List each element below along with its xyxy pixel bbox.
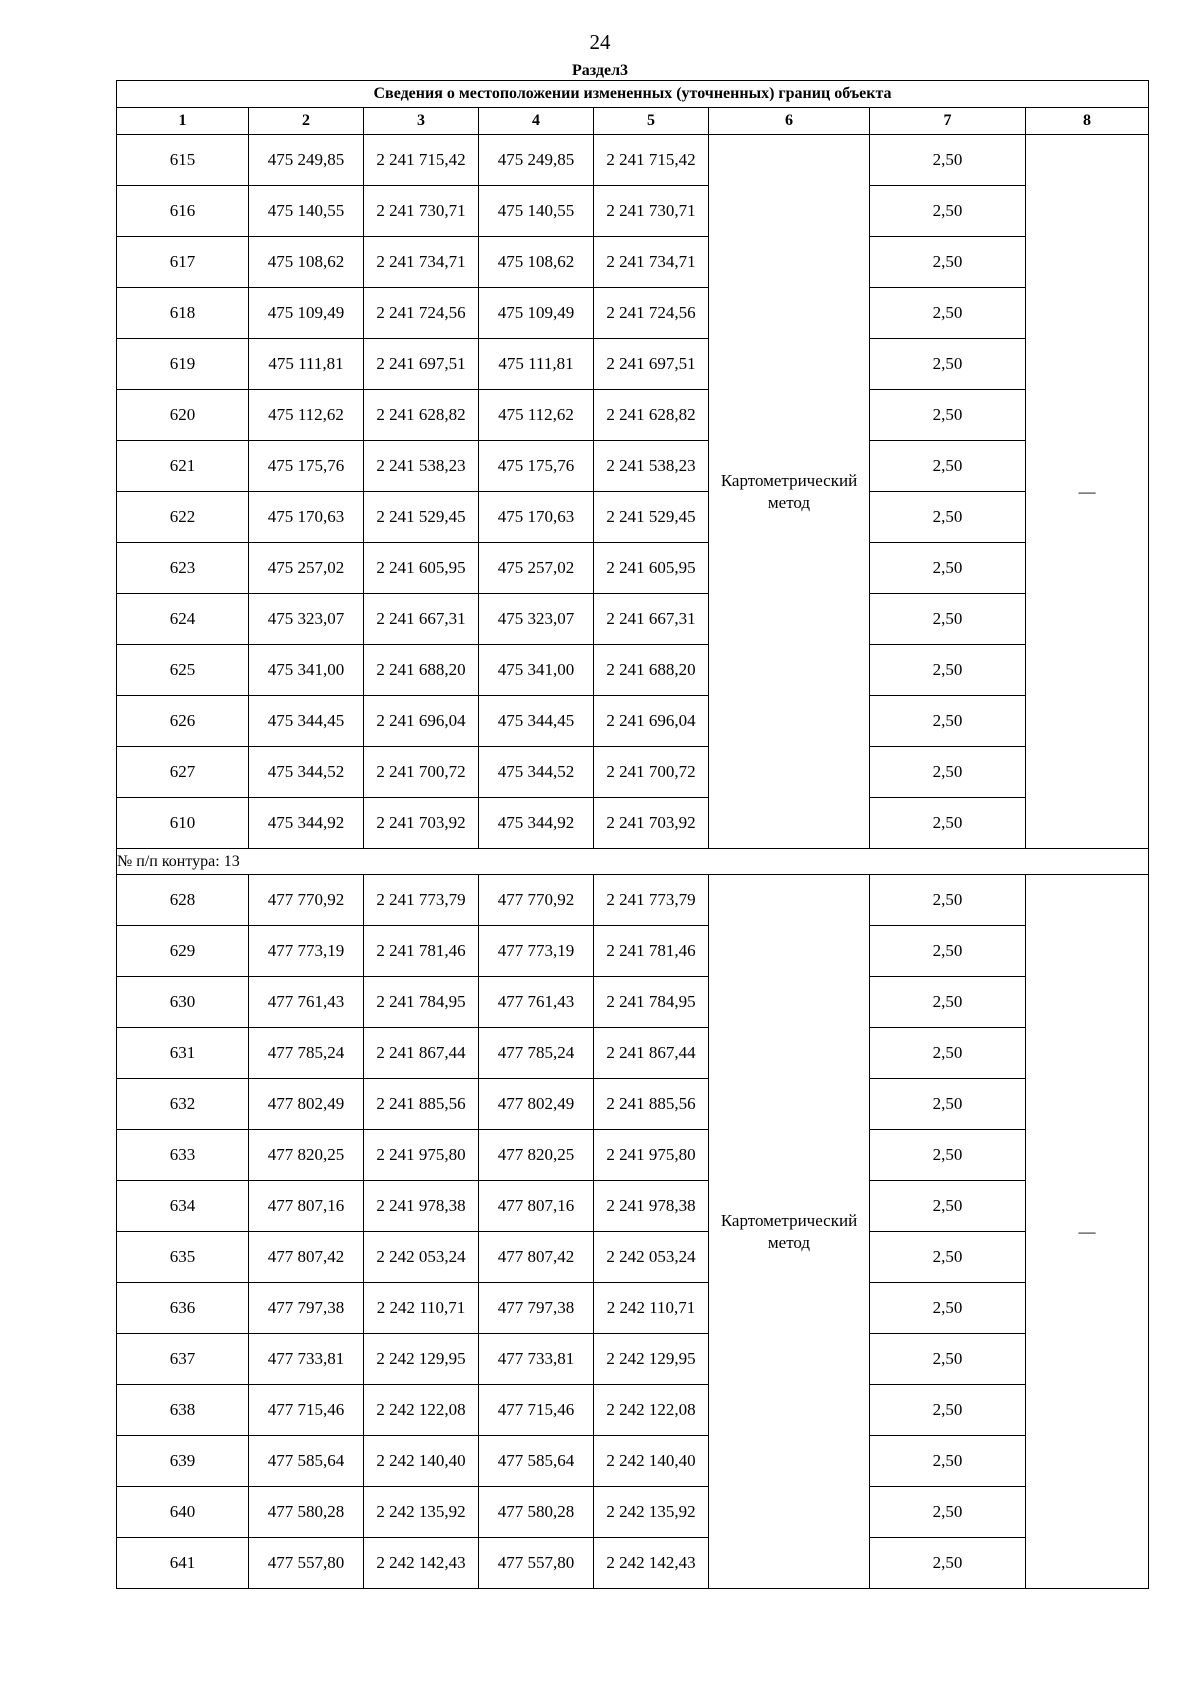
table-caption: Сведения о местоположении измененных (уточненных) границ объекта [117,81,1149,108]
accuracy-cell: 2,50 [870,1181,1026,1232]
coordinate-cell: 2 241 628,82 [594,390,709,441]
coordinate-cell: 2 241 724,56 [594,288,709,339]
coordinate-cell: 2 242 135,92 [364,1487,479,1538]
coordinate-cell: 475 170,63 [249,492,364,543]
coordinate-cell: 2 241 784,95 [594,977,709,1028]
table-row [117,594,1149,645]
coordinate-cell: 2 241 667,31 [594,594,709,645]
coordinate-cell: 477 585,64 [249,1436,364,1487]
accuracy-cell: 2,50 [870,492,1026,543]
table-row [117,1130,1149,1181]
point-number-cell: 623 [117,543,249,594]
coordinate-cell: 477 770,92 [479,875,594,926]
coordinate-cell: 477 802,49 [479,1079,594,1130]
accuracy-cell: 2,50 [870,1283,1026,1334]
coordinate-cell: 475 108,62 [479,237,594,288]
column-header: 1 [117,108,249,135]
coordinate-cell: 2 241 529,45 [364,492,479,543]
point-number-cell: 632 [117,1079,249,1130]
coordinate-cell: 477 715,46 [249,1385,364,1436]
coordinate-cell: 477 733,81 [249,1334,364,1385]
point-number-cell: 621 [117,441,249,492]
column-header: 5 [594,108,709,135]
accuracy-cell: 2,50 [870,1232,1026,1283]
coordinate-cell: 475 341,00 [479,645,594,696]
accuracy-cell: 2,50 [870,543,1026,594]
coordinate-cell: 2 242 142,43 [364,1538,479,1589]
accuracy-cell: 2,50 [870,1334,1026,1385]
column-8-cell: — [1026,135,1149,849]
coordinate-cell: 475 109,49 [479,288,594,339]
point-number-cell: 617 [117,237,249,288]
page-number: 24 [589,30,611,54]
coordinate-cell: 475 344,52 [249,747,364,798]
coordinate-cell: 2 242 129,95 [364,1334,479,1385]
accuracy-cell: 2,50 [870,1385,1026,1436]
coordinate-cell: 475 109,49 [249,288,364,339]
coordinate-cell: 475 257,02 [479,543,594,594]
table-row [117,798,1149,849]
coordinate-cell: 475 344,92 [479,798,594,849]
accuracy-cell: 2,50 [870,1079,1026,1130]
coordinate-cell: 475 341,00 [249,645,364,696]
accuracy-cell: 2,50 [870,1130,1026,1181]
coordinate-cell: 2 241 781,46 [364,926,479,977]
coordinate-cell: 2 241 715,42 [594,135,709,186]
coordinate-cell: 2 241 867,44 [594,1028,709,1079]
coordinate-cell: 477 557,80 [479,1538,594,1589]
point-number-cell: 634 [117,1181,249,1232]
accuracy-cell: 2,50 [870,1028,1026,1079]
coordinate-cell: 2 241 773,79 [594,875,709,926]
coordinate-cell: 2 241 784,95 [364,977,479,1028]
column-header: 2 [249,108,364,135]
point-number-cell: 625 [117,645,249,696]
coordinate-cell: 477 770,92 [249,875,364,926]
point-number-cell: 636 [117,1283,249,1334]
point-number-cell: 635 [117,1232,249,1283]
accuracy-cell: 2,50 [870,1538,1026,1589]
coordinate-cell: 2 241 885,56 [364,1079,479,1130]
coordinate-cell: 477 807,42 [249,1232,364,1283]
table-row [117,492,1149,543]
table-row [117,543,1149,594]
table-row [117,1487,1149,1538]
coordinate-cell: 2 242 122,08 [594,1385,709,1436]
coordinate-cell: 2 241 885,56 [594,1079,709,1130]
method-cell: Картометрический метод [709,135,870,849]
coordinate-cell: 2 241 773,79 [364,875,479,926]
coordinate-cell: 2 241 867,44 [364,1028,479,1079]
coordinate-cell: 475 112,62 [249,390,364,441]
coordinate-cell: 477 797,38 [479,1283,594,1334]
coordinate-cell: 477 797,38 [249,1283,364,1334]
table-row [117,1538,1149,1589]
coordinate-cell: 2 241 724,56 [364,288,479,339]
accuracy-cell: 2,50 [870,441,1026,492]
point-number-cell: 620 [117,390,249,441]
method-cell: Картометрический метод [709,875,870,1589]
coordinate-cell: 475 344,45 [249,696,364,747]
point-number-cell: 626 [117,696,249,747]
coordinate-cell: 2 241 975,80 [364,1130,479,1181]
point-number-cell: 641 [117,1538,249,1589]
coordinate-cell: 2 242 122,08 [364,1385,479,1436]
contour-label-row [117,849,1149,875]
table-row [117,1181,1149,1232]
coordinate-cell: 475 175,76 [249,441,364,492]
coordinate-cell: 475 111,81 [249,339,364,390]
column-header: 6 [709,108,870,135]
table-row [117,926,1149,977]
coordinate-cell: 477 807,42 [479,1232,594,1283]
coordinate-cell: 2 241 703,92 [594,798,709,849]
table-row [117,1028,1149,1079]
accuracy-cell: 2,50 [870,339,1026,390]
column-header: 7 [870,108,1026,135]
coordinate-cell: 2 241 734,71 [594,237,709,288]
section-title: Раздел3 [571,62,629,79]
table-row [117,747,1149,798]
accuracy-cell: 2,50 [870,288,1026,339]
table-row [117,339,1149,390]
coordinate-cell: 475 140,55 [479,186,594,237]
coordinate-cell: 2 241 730,71 [364,186,479,237]
coordinate-cell: 475 140,55 [249,186,364,237]
coordinate-cell: 475 323,07 [249,594,364,645]
coordinate-cell: 2 241 667,31 [364,594,479,645]
accuracy-cell: 2,50 [870,696,1026,747]
column-header: 3 [364,108,479,135]
coordinate-cell: 2 241 700,72 [594,747,709,798]
point-number-cell: 639 [117,1436,249,1487]
point-number-cell: 640 [117,1487,249,1538]
coordinate-cell: 2 242 142,43 [594,1538,709,1589]
table-row [117,186,1149,237]
coordinate-cell: 2 241 605,95 [594,543,709,594]
table-row [117,1385,1149,1436]
coordinate-cell: 477 733,81 [479,1334,594,1385]
coordinate-cell: 2 241 781,46 [594,926,709,977]
accuracy-cell: 2,50 [870,926,1026,977]
coordinate-cell: 475 111,81 [479,339,594,390]
point-number-cell: 619 [117,339,249,390]
coordinate-cell: 2 242 140,40 [364,1436,479,1487]
coordinate-cell: 475 175,76 [479,441,594,492]
coordinate-cell: 2 242 053,24 [364,1232,479,1283]
point-number-cell: 630 [117,977,249,1028]
coordinate-cell: 2 241 697,51 [594,339,709,390]
coordinate-cell: 475 108,62 [249,237,364,288]
table-row [117,1436,1149,1487]
coordinate-cell: 2 241 696,04 [364,696,479,747]
point-number-cell: 633 [117,1130,249,1181]
coordinate-cell: 2 241 975,80 [594,1130,709,1181]
table-row [117,1283,1149,1334]
column-header: 8 [1026,108,1149,135]
point-number-cell: 631 [117,1028,249,1079]
coordinate-cell: 477 773,19 [249,926,364,977]
coordinate-cell: 477 761,43 [249,977,364,1028]
table-row [117,696,1149,747]
coordinate-cell: 475 249,85 [479,135,594,186]
coordinate-cell: 477 785,24 [479,1028,594,1079]
coordinate-cell: 2 242 135,92 [594,1487,709,1538]
table-row [117,977,1149,1028]
coordinate-cell: 2 241 697,51 [364,339,479,390]
coordinate-cell: 475 257,02 [249,543,364,594]
coordinate-cell: 2 241 529,45 [594,492,709,543]
coordinate-cell: 2 241 605,95 [364,543,479,594]
point-number-cell: 637 [117,1334,249,1385]
accuracy-cell: 2,50 [870,875,1026,926]
coordinate-cell: 477 585,64 [479,1436,594,1487]
coordinate-cell: 477 557,80 [249,1538,364,1589]
coordinate-cell: 477 802,49 [249,1079,364,1130]
point-number-cell: 627 [117,747,249,798]
point-number-cell: 618 [117,288,249,339]
table-row [117,237,1149,288]
point-number-cell: 629 [117,926,249,977]
coordinate-cell: 2 241 538,23 [594,441,709,492]
coordinate-cell: 477 580,28 [479,1487,594,1538]
column-8-cell: — [1026,875,1149,1589]
accuracy-cell: 2,50 [870,1436,1026,1487]
coordinate-cell: 2 242 140,40 [594,1436,709,1487]
coordinate-cell: 477 761,43 [479,977,594,1028]
table-row [117,1232,1149,1283]
accuracy-cell: 2,50 [870,237,1026,288]
coordinate-cell: 2 241 628,82 [364,390,479,441]
table-row [117,645,1149,696]
table-row [117,390,1149,441]
column-header: 4 [479,108,594,135]
coordinate-cell: 477 807,16 [479,1181,594,1232]
coordinate-cell: 477 785,24 [249,1028,364,1079]
coordinate-cell: 475 170,63 [479,492,594,543]
accuracy-cell: 2,50 [870,186,1026,237]
coordinate-cell: 475 344,92 [249,798,364,849]
table-row [117,1079,1149,1130]
accuracy-cell: 2,50 [870,798,1026,849]
coordinate-cell: 2 241 688,20 [364,645,479,696]
coordinate-cell: 477 715,46 [479,1385,594,1436]
coordinate-cell: 2 241 734,71 [364,237,479,288]
coordinate-cell: 477 807,16 [249,1181,364,1232]
coordinate-cell: 2 241 703,92 [364,798,479,849]
coordinate-cell: 2 241 730,71 [594,186,709,237]
coordinate-cell: 2 241 978,38 [594,1181,709,1232]
coordinate-cell: 475 249,85 [249,135,364,186]
point-number-cell: 628 [117,875,249,926]
coordinate-cell: 2 242 110,71 [594,1283,709,1334]
coordinate-cell: 2 241 688,20 [594,645,709,696]
accuracy-cell: 2,50 [870,390,1026,441]
coordinate-cell: 475 344,45 [479,696,594,747]
point-number-cell: 624 [117,594,249,645]
accuracy-cell: 2,50 [870,135,1026,186]
point-number-cell: 616 [117,186,249,237]
coordinate-cell: 2 241 538,23 [364,441,479,492]
coordinate-cell: 2 241 978,38 [364,1181,479,1232]
table-body [117,135,1149,1589]
table-row [117,441,1149,492]
contour-label: № п/п контура: 13 [117,849,1149,875]
accuracy-cell: 2,50 [870,977,1026,1028]
accuracy-cell: 2,50 [870,645,1026,696]
accuracy-cell: 2,50 [870,1487,1026,1538]
coordinate-cell: 477 773,19 [479,926,594,977]
coordinate-cell: 477 820,25 [249,1130,364,1181]
coordinate-cell: 475 323,07 [479,594,594,645]
coordinate-cell: 2 241 696,04 [594,696,709,747]
coordinate-cell: 477 580,28 [249,1487,364,1538]
coordinate-cell: 2 242 129,95 [594,1334,709,1385]
table-row [117,1334,1149,1385]
coordinate-cell: 477 820,25 [479,1130,594,1181]
table-row [117,135,1149,186]
coordinate-cell: 475 112,62 [479,390,594,441]
point-number-cell: 622 [117,492,249,543]
point-number-cell: 615 [117,135,249,186]
coordinates-table [116,80,1149,1589]
coordinate-cell: 475 344,52 [479,747,594,798]
coordinate-cell: 2 241 700,72 [364,747,479,798]
table-row [117,288,1149,339]
coordinate-cell: 2 242 110,71 [364,1283,479,1334]
coordinate-cell: 2 242 053,24 [594,1232,709,1283]
accuracy-cell: 2,50 [870,747,1026,798]
coordinate-cell: 2 241 715,42 [364,135,479,186]
accuracy-cell: 2,50 [870,594,1026,645]
point-number-cell: 610 [117,798,249,849]
point-number-cell: 638 [117,1385,249,1436]
table-row [117,875,1149,926]
